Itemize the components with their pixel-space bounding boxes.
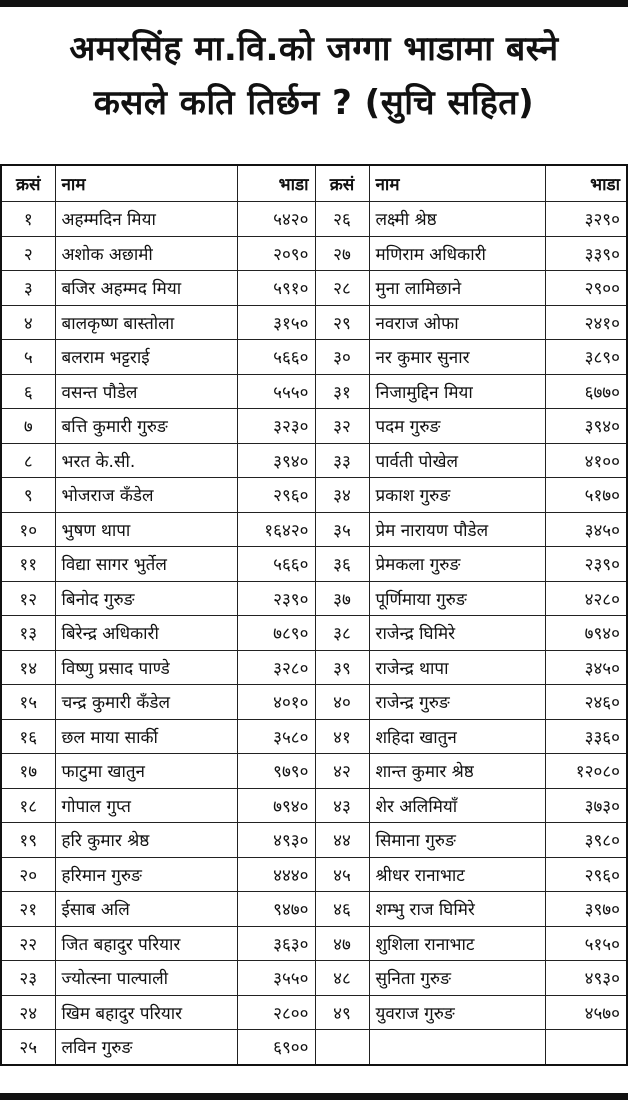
rent-cell: ३२३०: [237, 409, 315, 444]
serial-cell-2: ३७: [315, 581, 369, 616]
name-cell-2: पूर्णिमाया गुरुङ: [369, 581, 545, 616]
rent-cell-2: १२०८०: [545, 754, 627, 789]
rent-cell: ५६६०: [237, 547, 315, 582]
rent-cell: ७८९०: [237, 616, 315, 651]
title-line-2: कसले कति तिर्छन ? (सुचि सहित): [93, 83, 535, 123]
name-cell-2: शुशिला रानाभाट: [369, 926, 545, 961]
serial-cell-2: ३२: [315, 409, 369, 444]
serial-cell: १८: [1, 788, 55, 823]
serial-cell: ११: [1, 547, 55, 582]
serial-cell-2: ४२: [315, 754, 369, 789]
serial-cell-2: ३९: [315, 650, 369, 685]
table-row: [1, 340, 627, 375]
serial-cell: १७: [1, 754, 55, 789]
rent-cell-2: २४६०: [545, 685, 627, 720]
rent-cell: ३२८०: [237, 650, 315, 685]
name-cell: बत्ति कुमारी गुरुङ: [55, 409, 237, 444]
rent-cell-2: ३९८०: [545, 823, 627, 858]
name-cell: फाटुमा खातुन: [55, 754, 237, 789]
name-cell-2: राजेन्द्र घिमिरे: [369, 616, 545, 651]
table-row: [1, 512, 627, 547]
name-cell-2: लक्ष्मी श्रेष्ठ: [369, 202, 545, 237]
rent-cell: ९७९०: [237, 754, 315, 789]
serial-cell: ६: [1, 374, 55, 409]
name-cell-2: श्रीधर रानाभाट: [369, 857, 545, 892]
serial-cell-2: ४३: [315, 788, 369, 823]
serial-cell: ३: [1, 271, 55, 306]
name-cell: बालकृष्ण बास्तोला: [55, 305, 237, 340]
name-cell: हरिमान गुरुङ: [55, 857, 237, 892]
name-cell: अशोक अछामी: [55, 236, 237, 271]
rent-cell: ४९३०: [237, 823, 315, 858]
serial-cell: १६: [1, 719, 55, 754]
table-row: [1, 995, 627, 1030]
rent-cell: ४०१०: [237, 685, 315, 720]
name-cell-2: नवराज ओफा: [369, 305, 545, 340]
name-cell-2: युवराज गुरुङ: [369, 995, 545, 1030]
table-row: [1, 961, 627, 996]
rent-table: [0, 164, 628, 1066]
table-row: [1, 478, 627, 513]
serial-cell-2: २६: [315, 202, 369, 237]
serial-cell: २: [1, 236, 55, 271]
rent-cell: २३९०: [237, 581, 315, 616]
serial-cell: ७: [1, 409, 55, 444]
bottom-border: [0, 1093, 628, 1100]
name-cell-2: पार्वती पोखेल: [369, 443, 545, 478]
rent-cell: २८००: [237, 995, 315, 1030]
serial-cell-2: ३८: [315, 616, 369, 651]
rent-cell-2: ४१००: [545, 443, 627, 478]
name-cell: खिम बहादुर परियार: [55, 995, 237, 1030]
serial-cell: १०: [1, 512, 55, 547]
name-cell: भोजराज कँडेल: [55, 478, 237, 513]
table-row: [1, 374, 627, 409]
serial-cell: ५: [1, 340, 55, 375]
rent-cell-2: २९६०: [545, 857, 627, 892]
serial-cell-2: ३६: [315, 547, 369, 582]
name-cell: अहम्मदिन मिया: [55, 202, 237, 237]
header-name: नाम: [55, 165, 237, 202]
table-row: [1, 685, 627, 720]
rent-cell: २९६०: [237, 478, 315, 513]
serial-cell: ८: [1, 443, 55, 478]
rent-cell-2: ६७७०: [545, 374, 627, 409]
rent-cell: ६९००: [237, 1030, 315, 1065]
rent-cell: २०९०: [237, 236, 315, 271]
name-cell: ईसाब अलि: [55, 892, 237, 927]
header-sn: क्रसं: [1, 165, 55, 202]
serial-cell-2: ४१: [315, 719, 369, 754]
rent-cell-2: ३३६०: [545, 719, 627, 754]
serial-cell: २३: [1, 961, 55, 996]
rent-cell-2: ३३९०: [545, 236, 627, 271]
table-row: [1, 650, 627, 685]
serial-cell: १४: [1, 650, 55, 685]
serial-cell-2: ३४: [315, 478, 369, 513]
name-cell-2: मणिराम अधिकारी: [369, 236, 545, 271]
name-cell-2: राजेन्द्र थापा: [369, 650, 545, 685]
rent-cell: ९४७०: [237, 892, 315, 927]
table-row: [1, 892, 627, 927]
rent-cell: ५९१०: [237, 271, 315, 306]
rent-cell-2: ३४५०: [545, 650, 627, 685]
table-row: [1, 857, 627, 892]
rent-cell-2: ३४५०: [545, 512, 627, 547]
table-row: [1, 823, 627, 858]
name-cell-2: सुनिता गुरुङ: [369, 961, 545, 996]
name-cell-2: नर कुमार सुनार: [369, 340, 545, 375]
serial-cell-2: २७: [315, 236, 369, 271]
rent-cell-2: ३२९०: [545, 202, 627, 237]
serial-cell-2: ४५: [315, 857, 369, 892]
table-row: [1, 754, 627, 789]
page-title: [0, 22, 628, 130]
serial-cell-2: [315, 1030, 369, 1065]
serial-cell: २५: [1, 1030, 55, 1065]
name-cell-2: शेर अलिमियाँ: [369, 788, 545, 823]
rent-cell: ३१५०: [237, 305, 315, 340]
serial-cell: १५: [1, 685, 55, 720]
name-cell: गोपाल गुप्त: [55, 788, 237, 823]
rent-cell: ३५५०: [237, 961, 315, 996]
serial-cell: २१: [1, 892, 55, 927]
name-cell: बिरेन्द्र अधिकारी: [55, 616, 237, 651]
serial-cell-2: ४०: [315, 685, 369, 720]
serial-cell-2: २९: [315, 305, 369, 340]
table-row: [1, 443, 627, 478]
rent-cell: ५६६०: [237, 340, 315, 375]
serial-cell: १९: [1, 823, 55, 858]
rent-cell: ७९४०: [237, 788, 315, 823]
table-row: [1, 236, 627, 271]
table-row: [1, 719, 627, 754]
header-rent-2: भाडा: [545, 165, 627, 202]
name-cell: बजिर अहम्मद मिया: [55, 271, 237, 306]
rent-cell-2: ४२८०: [545, 581, 627, 616]
rent-cell-2: [545, 1030, 627, 1065]
rent-cell: ३६३०: [237, 926, 315, 961]
serial-cell: २०: [1, 857, 55, 892]
top-border: [0, 0, 628, 7]
table-row: [1, 547, 627, 582]
serial-cell-2: ४६: [315, 892, 369, 927]
rent-cell: १६४२०: [237, 512, 315, 547]
name-cell-2: सिमाना गुरुङ: [369, 823, 545, 858]
name-cell-2: पदम गुरुङ: [369, 409, 545, 444]
rent-cell-2: २९००: [545, 271, 627, 306]
rent-cell-2: ५१५०: [545, 926, 627, 961]
header-name-2: नाम: [369, 165, 545, 202]
table-row: [1, 202, 627, 237]
name-cell-2: प्रेमकला गुरुङ: [369, 547, 545, 582]
serial-cell-2: ३०: [315, 340, 369, 375]
rent-cell: ५५५०: [237, 374, 315, 409]
table-row: [1, 581, 627, 616]
header-rent: भाडा: [237, 165, 315, 202]
name-cell-2: प्रकाश गुरुङ: [369, 478, 545, 513]
name-cell: जित बहादुर परियार: [55, 926, 237, 961]
name-cell: ज्योत्स्ना पाल्पाली: [55, 961, 237, 996]
name-cell-2: शम्भु राज घिमिरे: [369, 892, 545, 927]
name-cell-2: प्रेम नारायण पौडेल: [369, 512, 545, 547]
rent-cell: ३५८०: [237, 719, 315, 754]
name-cell-2: राजेन्द्र गुरुङ: [369, 685, 545, 720]
serial-cell-2: ३५: [315, 512, 369, 547]
rent-cell-2: २३९०: [545, 547, 627, 582]
serial-cell: १: [1, 202, 55, 237]
rent-cell-2: ४५७०: [545, 995, 627, 1030]
name-cell: भरत के.सी.: [55, 443, 237, 478]
name-cell: छल माया सार्की: [55, 719, 237, 754]
serial-cell: ४: [1, 305, 55, 340]
name-cell: हरि कुमार श्रेष्ठ: [55, 823, 237, 858]
name-cell-2: शहिदा खातुन: [369, 719, 545, 754]
rent-cell-2: ७९४०: [545, 616, 627, 651]
rent-cell: ५४२०: [237, 202, 315, 237]
table-row: [1, 616, 627, 651]
table-row: [1, 1030, 627, 1065]
serial-cell-2: ४४: [315, 823, 369, 858]
serial-cell-2: ४९: [315, 995, 369, 1030]
name-cell-2: निजामुद्दिन मिया: [369, 374, 545, 409]
serial-cell-2: ४८: [315, 961, 369, 996]
table-row: [1, 926, 627, 961]
name-cell: लविन गुरुङ: [55, 1030, 237, 1065]
rent-cell-2: ३९७०: [545, 892, 627, 927]
name-cell: वसन्त पौडेल: [55, 374, 237, 409]
name-cell: बलराम भट्टराई: [55, 340, 237, 375]
header-row: [1, 165, 627, 202]
name-cell: भुषण थापा: [55, 512, 237, 547]
rent-cell-2: ४९३०: [545, 961, 627, 996]
name-cell-2: शान्त कुमार श्रेष्ठ: [369, 754, 545, 789]
rent-cell-2: ५१७०: [545, 478, 627, 513]
name-cell-2: [369, 1030, 545, 1065]
table-row: [1, 305, 627, 340]
table-row: [1, 409, 627, 444]
serial-cell-2: २८: [315, 271, 369, 306]
serial-cell: १२: [1, 581, 55, 616]
rent-cell-2: ३९४०: [545, 409, 627, 444]
serial-cell: २४: [1, 995, 55, 1030]
serial-cell: २२: [1, 926, 55, 961]
table-row: [1, 271, 627, 306]
serial-cell-2: ३३: [315, 443, 369, 478]
rent-cell: ३९४०: [237, 443, 315, 478]
serial-cell: १३: [1, 616, 55, 651]
rent-cell-2: २४१०: [545, 305, 627, 340]
rent-cell-2: ३७३०: [545, 788, 627, 823]
title-line-1: अमरसिंह मा.वि.को जग्गा भाडामा बस्ने: [69, 29, 559, 69]
name-cell: विद्या सागर भुर्तेल: [55, 547, 237, 582]
name-cell: चन्द्र कुमारी कँडेल: [55, 685, 237, 720]
header-sn-2: क्रसं: [315, 165, 369, 202]
rent-cell-2: ३८९०: [545, 340, 627, 375]
serial-cell-2: ४७: [315, 926, 369, 961]
table-row: [1, 788, 627, 823]
serial-cell: ९: [1, 478, 55, 513]
rent-cell: ४४४०: [237, 857, 315, 892]
serial-cell-2: ३१: [315, 374, 369, 409]
name-cell-2: मुना लामिछाने: [369, 271, 545, 306]
name-cell: विष्णु प्रसाद पाण्डे: [55, 650, 237, 685]
name-cell: बिनोद गुरुङ: [55, 581, 237, 616]
